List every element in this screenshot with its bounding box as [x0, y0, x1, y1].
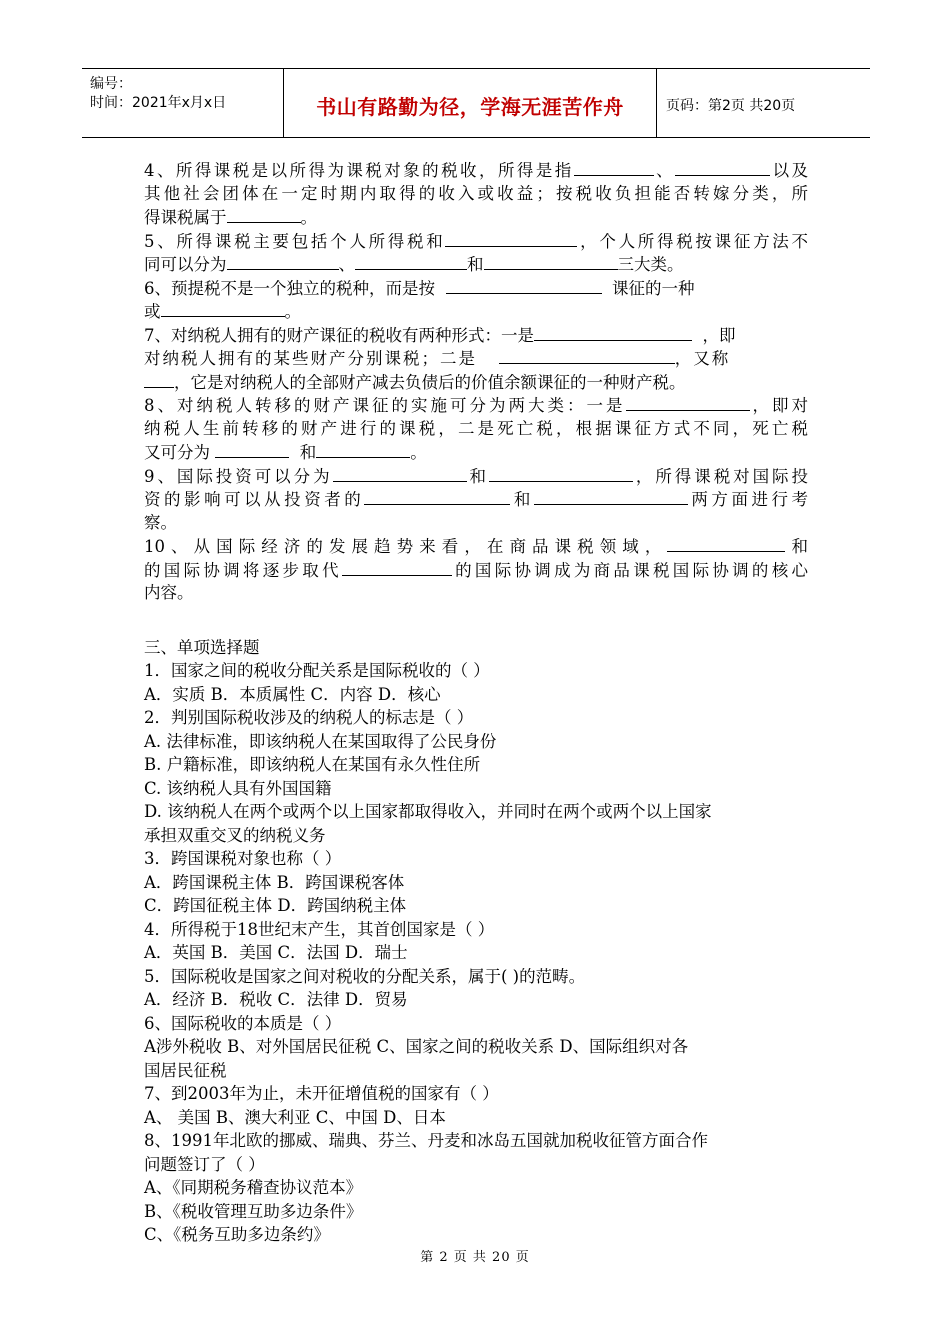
answer-blank	[626, 393, 750, 411]
mc-line: B、《税收管理互助多边条件》	[144, 1201, 363, 1221]
header-motto: 书山有路勤为径，学海无涯苦作舟	[316, 95, 624, 119]
fill-question-9-line	[144, 464, 808, 488]
mc-line: 6、国际税收的本质是（ ）	[144, 1013, 342, 1033]
multiple-choice-list	[144, 659, 808, 1247]
mc-line: 5．国际税收是国家之间对税收的分配关系，属于( )的范畴。	[144, 966, 586, 986]
question-text: 10、从国际经济的发展趋势来看，在商品课税领域，	[144, 537, 668, 556]
question-text: 和	[466, 466, 489, 486]
section-title: 三、单项选择题	[144, 637, 260, 657]
header-info-cell	[82, 69, 282, 137]
mc-line: A．经济 B．税收 C．法律 D．贸易	[144, 990, 408, 1009]
mc-line: A涉外税收 B、对外国居民征税 C、国家之间的税收关系 D、国际组织对各	[144, 1037, 689, 1056]
question-text: 课征的一种	[612, 278, 695, 298]
mc-line: 2．判别国际税收涉及的纳税人的标志是（ ）	[144, 708, 474, 727]
question-text: 以及	[770, 161, 809, 180]
mc-line: 1．国家之间的税收分配关系是国际税收的（ ）	[144, 661, 490, 680]
header-divider	[656, 69, 657, 137]
question-text: ，又称	[674, 349, 731, 368]
answer-blank	[574, 158, 654, 176]
fill-question-8-line	[144, 417, 808, 441]
fill-question-5-line	[144, 252, 808, 276]
mc-line: 4．所得税于18世纪末产生，其首创国家是（ ）	[144, 919, 495, 939]
answer-blank	[355, 252, 467, 270]
answer-blank	[333, 464, 467, 482]
answer-blank	[446, 276, 602, 294]
answer-blank	[484, 252, 618, 270]
answer-blank	[489, 464, 633, 482]
fill-question-6-line	[144, 299, 808, 323]
mc-line: 问题签订了（ ）	[144, 1154, 265, 1174]
question-text: 内容。	[144, 583, 194, 602]
fill-question-9-line	[144, 511, 808, 535]
question-text: 。	[410, 443, 427, 462]
question-text: 两方面进行考	[687, 490, 809, 509]
mc-line: 7、到2003年为止，未开征增值税的国家有（ ）	[144, 1084, 499, 1103]
question-text: 4、所得课税是以所得为课税对象的税收，所得是指	[144, 161, 574, 180]
mc-line: A．实质 B．本质属性 C．内容 D．核心	[144, 684, 441, 704]
question-text: ，个人所得税按课征方法不	[577, 231, 809, 251]
question-text: 和	[510, 490, 534, 509]
mc-line: 国居民征税	[144, 1060, 227, 1080]
fill-question-10-line	[144, 534, 808, 558]
question-text: 9、国际投资可以分为	[144, 466, 333, 486]
question-text: 的国际协调成为商品课税国际协调的核心	[451, 560, 809, 580]
mc-line: D. 该纳税人在两个或两个以上国家都取得收入，并同时在两个或两个以上国家	[144, 802, 712, 821]
fill-question-10-line	[144, 558, 808, 582]
fill-question-4-line	[144, 158, 808, 182]
page-footer: 第 2 页 共 20 页	[420, 1250, 530, 1265]
question-text: 纳税人生前转移的财产进行的课税，二是死亡税，根据课征方式不同，死亡税	[144, 418, 808, 438]
fill-question-4-line	[144, 205, 808, 229]
answer-blank	[445, 229, 577, 247]
answer-blank	[667, 534, 785, 552]
header-page-info: 页码：第2页 共20页	[666, 98, 796, 114]
fill-question-6-line	[144, 276, 808, 300]
question-text: 和	[785, 537, 808, 556]
question-text: ，即对	[749, 396, 808, 415]
doc-date: 时间：2021年x月x日	[90, 95, 227, 111]
mc-line: 3．跨国课税对象也称（ ）	[144, 849, 342, 868]
fill-question-9-line	[144, 487, 808, 511]
question-text: 7、对纳税人拥有的财产课征的税收有两种形式：一是	[144, 325, 534, 345]
answer-blank	[227, 252, 339, 270]
document-body	[144, 158, 808, 1247]
fill-question-4-line	[144, 182, 808, 206]
question-text: ，即	[702, 325, 736, 345]
mc-line: C. 该纳税人具有外国国籍	[144, 778, 332, 798]
question-text: 同可以分为	[144, 255, 227, 274]
section-spacer	[144, 605, 808, 636]
mc-line: B. 户籍标准，即该纳税人在某国有永久性住所	[144, 755, 481, 774]
question-text: 对纳税人拥有的某些财产分别课税；二是	[144, 349, 477, 368]
answer-blank	[534, 323, 692, 341]
mc-line: 8、1991年北欧的挪威、瑞典、芬兰、丹麦和冰岛五国就加税收征管方面合作	[144, 1131, 708, 1150]
question-text: 得课税属于	[144, 208, 227, 227]
fill-question-7-line	[144, 370, 808, 394]
question-text: 察。	[144, 512, 177, 532]
fill-question-7-line	[144, 323, 808, 347]
answer-blank	[534, 487, 688, 505]
question-text: ，它是对纳税人的全部财产减去负债后的价值余额课征的一种财产税。	[174, 372, 686, 392]
doc-number-label: 编号：	[90, 76, 132, 92]
answer-blank	[161, 299, 285, 317]
question-text: 。	[284, 302, 301, 321]
question-text: 三大类。	[617, 255, 684, 274]
answer-blank	[227, 205, 301, 223]
mc-line: A. 法律标准，即该纳税人在某国取得了公民身份	[144, 731, 497, 751]
fill-question-7-line	[144, 346, 808, 370]
mc-line: C．跨国征税主体 D．跨国纳税主体	[144, 896, 407, 915]
question-text: 又可分为	[144, 443, 210, 462]
question-text: 、	[653, 161, 676, 180]
question-text: 的国际协调将逐步取代	[144, 560, 342, 580]
question-text: 其他社会团体在一定时期内取得的收入或收益；按税收负担能否转嫁分类，所	[144, 183, 808, 203]
fill-question-5-line	[144, 229, 808, 253]
question-text: 。	[300, 208, 317, 227]
fill-question-10-line	[144, 581, 808, 605]
question-text: 8、对纳税人转移的财产课征的实施可分为两大类：一是	[144, 396, 626, 415]
question-text: 或	[144, 302, 161, 321]
question-text: 、	[338, 255, 355, 274]
mc-line: 承担双重交叉的纳税义务	[144, 825, 326, 845]
answer-blank	[316, 440, 410, 458]
mc-line: A、 美国 B、澳大利亚 C、中国 D、日本	[144, 1107, 446, 1127]
question-text: 5、所得课税主要包括个人所得税和	[144, 231, 446, 251]
mc-line: A．跨国课税主体 B．跨国课税客体	[144, 872, 405, 892]
document-header	[82, 68, 870, 138]
answer-blank	[364, 487, 510, 505]
fill-question-8-line	[144, 440, 808, 464]
mc-line: C、《税务互助多边条约》	[144, 1225, 330, 1244]
question-text: 资的影响可以从投资者的	[144, 490, 365, 509]
answer-blank	[499, 346, 675, 364]
question-text: ，所得课税对国际投	[632, 466, 809, 486]
answer-blank	[144, 370, 174, 388]
answer-blank	[215, 440, 289, 458]
answer-blank	[342, 558, 452, 576]
mc-line: A．英国 B．美国 C．法国 D．瑞士	[144, 943, 408, 962]
answer-blank	[675, 158, 770, 176]
question-text: 6、预提税不是一个独立的税种，而是按	[144, 278, 435, 298]
fill-question-8-line	[144, 393, 808, 417]
question-text: 和	[299, 443, 317, 462]
mc-line: A、《同期税务稽查协议范本》	[144, 1178, 363, 1197]
question-text: 和	[467, 255, 484, 274]
